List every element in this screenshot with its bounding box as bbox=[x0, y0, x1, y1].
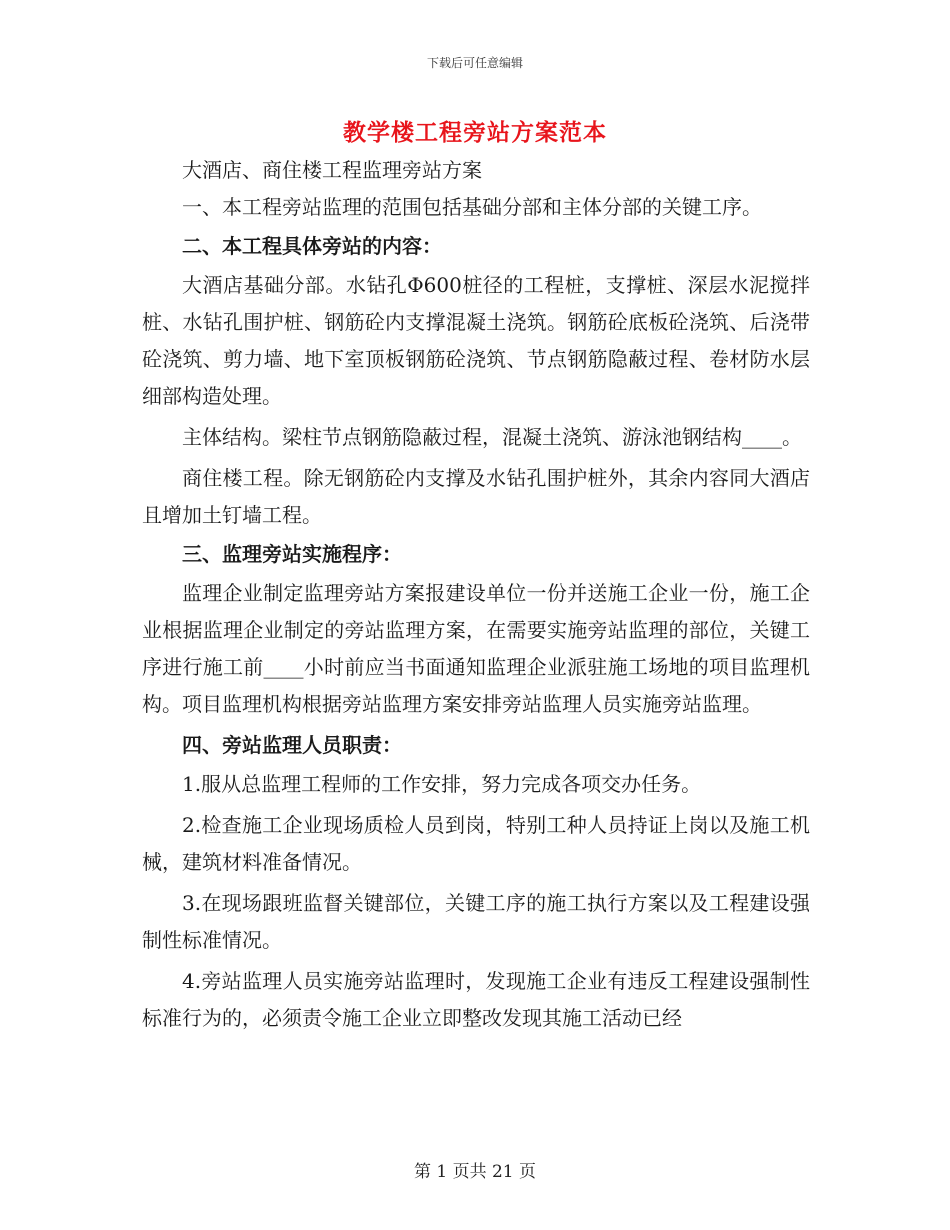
paragraph: 大酒店基础分部。水钻孔Φ600桩径的工程桩，支撑桩、深层水泥搅拌桩、水钻孔围护桩、钢筋砼内支撑混凝土浇筑。钢筋砼底板砼浇筑、后浇带砼浇筑、剪力墙、地下室顶板钢筋砼浇筑、节点钢筋隐蔽过程、卷材防水层细部构造处理。 bbox=[142, 273, 810, 408]
list-item: 4.旁站监理人员实施旁站监理时，发现施工企业有违反工程建设强制性标准行为的，必须责令施工企业立即整改发现其施工活动已经 bbox=[142, 969, 810, 1030]
list-item: 2.检查施工企业现场质检人员到岗，特别工种人员持证上岗以及施工机械，建筑材料准备情况。 bbox=[142, 813, 810, 874]
paragraph: 大酒店、商住楼工程监理旁站方案 bbox=[182, 158, 482, 182]
document-body bbox=[142, 152, 810, 1037]
paragraph: 商住楼工程。除无钢筋砼内支撑及水钻孔围护桩外，其余内容同大酒店且增加土钉墙工程。 bbox=[142, 466, 810, 527]
section-heading: 四、旁站监理人员职责： bbox=[182, 733, 402, 757]
page-number: 第 1 页共 21 页 bbox=[413, 1162, 537, 1182]
header-note: 下载后可任意编辑 bbox=[426, 56, 523, 70]
paragraph: 主体结构。梁柱节点钢筋隐蔽过程，混凝土浇筑、游泳池钢结构____。 bbox=[182, 425, 802, 449]
list-item: 3.在现场跟班监督关键部位，关键工序的施工执行方案以及工程建设强制性标准情况。 bbox=[142, 891, 810, 952]
document-title: 教学楼工程旁站方案范本 bbox=[343, 120, 607, 146]
section-heading: 三、监理旁站实施程序： bbox=[182, 542, 402, 566]
paragraph: 一、本工程旁站监理的范围包括基础分部和主体分部的关键工序。 bbox=[182, 195, 762, 219]
paragraph: 监理企业制定监理旁站方案报建设单位一份并送施工企业一份，施工企业根据监理企业制定的旁站监理方案，在需要实施旁站监理的部位，关键工序进行施工前____小时前应当书面通知监理企业派驻施工场地的项目监理机构。项目监理机构根据旁站监理方案安排旁站监理人员实施旁站监理。 bbox=[142, 581, 810, 716]
list-item: 1.服从总监理工程师的工作安排，努力完成各项交办任务。 bbox=[182, 772, 702, 796]
section-heading: 二、本工程具体旁站的内容： bbox=[182, 234, 442, 258]
